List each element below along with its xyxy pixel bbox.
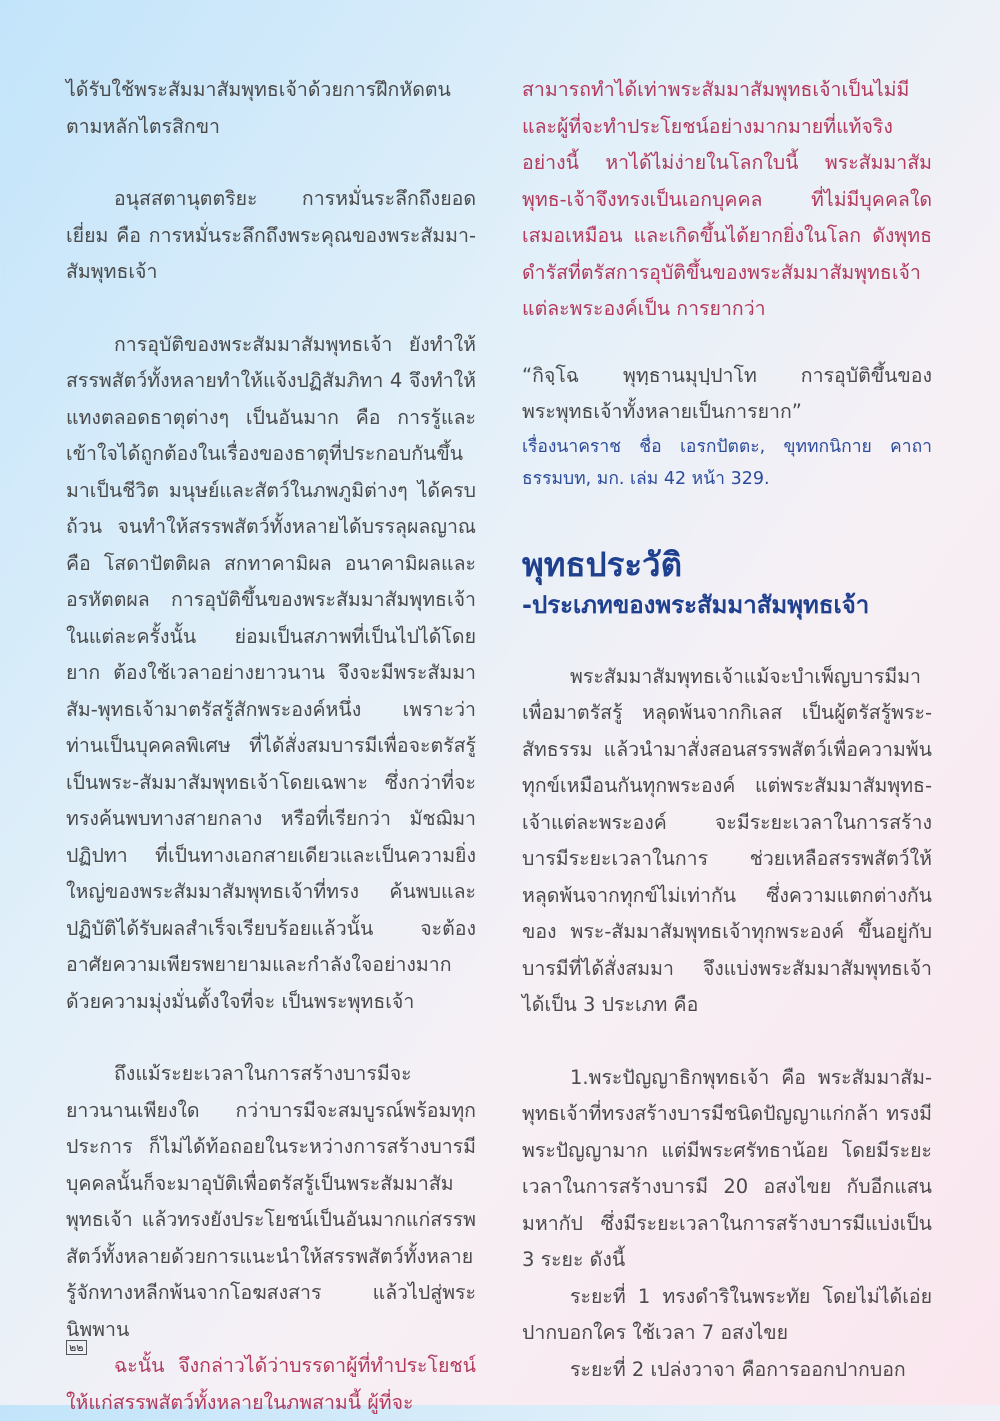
paragraph-highlight: สามารถทำได้เท่าพระสัมมาสัมพุทธเจ้าเป็นไม่มีและผู้ที่จะทำประโยชน์อย่างมากมายที่แท้จริงอย่างนี้ หาได้ไม่ง่ายในโลกใบนี้ พระสัมมาสัมพุทธ-เจ้าจึงทรงเป็นเอกบุคคล ที่ไม่มีบุคคลใดเสมอเหมือน และเกิดขึ้นได้ยากยิ่งในโลก ดังพุทธดำรัสที่ตรัสการอุบัติขึ้นของพระสัมมาสัมพุทธเจ้าแต่ละพระองค์เป็น การยากว่า <box>522 78 932 320</box>
paragraph: ถึงแม้ระยะเวลาในการสร้างบารมีจะยาวนานเพียงใด กว่าบารมีจะสมบูรณ์พร้อมทุกประการ ก็ไม่ได้ท้อถอยในระหว่างการสร้างบารมี บุคคลนั้นก็จะมาอุบัติเพื่อตรัสรู้เป็นพระสัมมาสัมพุทธเจ้า แล้วทรงยังประโยชน์เป็นอันมากแก่สรรพสัตว์ทั้งหลายด้วยการแนะนำให้สรรพสัตว์ทั้งหลายรู้จักทางหลีกพ้นจากโอฆสงสาร แล้วไปสู่พระนิพพาน <box>66 1062 476 1341</box>
paragraph: การอุบัติของพระสัมมาสัมพุทธเจ้า ยังทำให้สรรพสัตว์ทั้งหลายทำให้แจ้งปฏิสัมภิทา 4 จึงทำให้แทงตลอดธาตุต่างๆ เป็นอันมาก คือ การรู้และเข้าใจได้ถูกต้องในเรื่องของธาตุที่ประกอบกันขึ้นมาเป็นชีวิต มนุษย์และสัตว์ในภพภูมิต่างๆ ได้ครบถ้วน จนทำให้สรรพสัตว์ทั้งหลายได้บรรลุผลญาณ คือ โสดาปัตติผล สกทาคามิผล อนาคามิผลและอรหัตตผล การอุบัติขึ้นของพระสัมมาสัมพุทธเจ้าในแต่ละครั้งนั้น ย่อมเป็นสภาพที่เป็นไปได้โดยยาก ต้องใช้เวลาอย่างยาวนาน จึงจะมีพระสัมมาสัม-พุทธเจ้ามาตรัสรู้สักพระองค์หนึ่ง เพราะว่าท่านเป็นบุคคลพิเศษ ที่ได้สั่งสมบารมีเพื่อจะตรัสรู้เป็นพระ-สัมมาสัมพุทธเจ้าโดยเฉพาะ ซึ่งกว่าที่จะทรงค้นพบทางสายกลาง หรือที่เรียกว่า มัชฌิมาปฏิปทา ที่เป็นทางเอกสายเดียวและเป็นความยิ่งใหญ่ของพระสัมมาสัมพุทธเจ้าที่ทรง ค้นพบและปฏิบัติได้รับผลสำเร็จเรียบร้อยแล้วนั้น จะต้องอาศัยความเพียรพยายามและกำลังใจอย่างมากด้วยความมุ่งมั่นตั้งใจที่จะ เป็นพระพุทธเจ้า <box>66 332 476 1013</box>
left-column <box>66 72 476 1421</box>
paragraph: อนุสสตานุตตริยะ การหมั่นระลึกถึงยอดเยี่ยม คือ การหมั่นระลึกถึงพระคุณของพระสัมมา-สัมพุทธเจ้า <box>66 187 476 283</box>
section-subtitle: -ประเภทของพระสัมมาสัมพุทธเจ้า <box>522 590 870 619</box>
paragraph: 1.พระปัญญาธิกพุทธเจ้า คือ พระสัมมาสัม-พุทธเจ้าที่ทรงสร้างบารมีชนิดปัญญาแก่กล้า ทรงมีพระปัญญามาก แต่มีพระศรัทธาน้อย โดยมีระยะเวลาในการสร้างบารมี 20 อสงไขย กับอีกแสนมหากัป ซึ่งมีระยะเวลาในการสร้างบารมีแบ่งเป็น 3 ระยะ ดังนี้ <box>522 1065 932 1271</box>
section-title: พุทธประวัติ <box>522 544 683 584</box>
paragraph: พระสัมมาสัมพุทธเจ้าแม้จะบำเพ็ญบารมีมาเพื่อมาตรัสรู้ หลุดพ้นจากกิเลส เป็นผู้ตรัสรู้พระ-สัทธรรม แล้วนำมาสั่งสอนสรรพสัตว์เพื่อความพ้นทุกข์เหมือนกันทุกพระองค์ แต่พระสัมมาสัมพุทธ-เจ้าแต่ละพระองค์ จะมีระยะเวลาในการสร้างบารมีระยะเวลาในการ ช่วยเหลือสรรพสัตว์ให้หลุดพ้นจากทุกข์ไม่เท่ากัน ซึ่งความแตกต่างกันของ พระ-สัมมาสัมพุทธเจ้าทุกพระองค์ ขึ้นอยู่กับบารมีที่ได้สั่งสมมา จึงแบ่งพระสัมมาสัมพุทธเจ้า ได้เป็น 3 ประเภท คือ <box>522 664 932 1016</box>
paragraph: ระยะที่ 2 เปล่งวาจา คือการออกปากบอก <box>570 1357 906 1381</box>
paragraph: ได้รับใช้พระสัมมาสัมพุทธเจ้าด้วยการฝึกหัดตนตามหลักไตรสิกขา <box>66 78 451 138</box>
page-number: ๒๒ <box>66 1340 87 1355</box>
citation: เรื่องนาคราช ชื่อ เอรกปัตตะ, ขุททกนิกาย คาถาธรรมบท, มก. เล่ม 42 หน้า 329. <box>522 436 932 489</box>
paragraph: ระยะที่ 1 ทรงดำริในพระทัย โดยไม่ได้เอ่ยปากบอกใคร ใช้เวลา 7 อสงไขย <box>522 1284 932 1344</box>
paragraph-highlight: ฉะนั้น จึงกล่าวได้ว่าบรรดาผู้ที่ทำประโยชน์ให้แก่สรรพสัตว์ทั้งหลายในภพสามนี้ ผู้ที่จะ <box>66 1354 476 1414</box>
pali-quote: “กิจฺโฉ พุทฺธานมุปฺปาโท การอุบัติขึ้นของพระพุทธเจ้าทั้งหลายเป็นการยาก” <box>522 363 932 423</box>
right-column <box>522 72 932 1388</box>
